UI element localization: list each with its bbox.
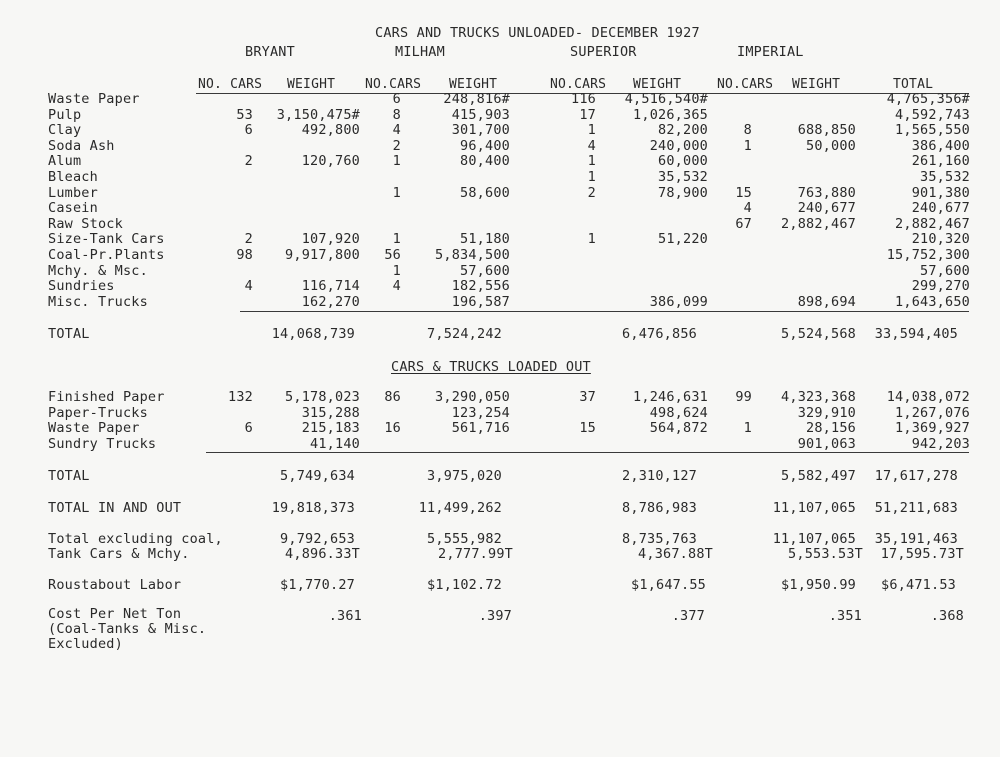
total-cell: 299,270 [911,278,970,295]
total-cell: 261,160 [911,153,970,170]
bryant-cars-cell: 2 [244,153,253,170]
milham-cars-cell: 86 [384,389,401,405]
unloaded-total-imperial: 5,524,568 [781,326,856,342]
milham-weight-cell: 301,700 [451,122,510,139]
superior-weight-cell: 51,220 [658,231,708,248]
loaded-total-imperial: 5,582,497 [781,468,856,484]
milham-weight-cell: 248,816# [443,91,510,107]
superior-cars-cell: 1 [587,122,596,139]
in-out-superior: 8,786,983 [622,500,697,516]
loaded-total-grand: 17,617,278 [874,468,958,484]
row-label: Finished Paper [48,389,165,405]
labor-label: Roustabout Labor [48,577,182,593]
row-label: Coal-Pr.Plants [48,247,165,263]
superior-weight-cell: 386,099 [649,293,708,310]
unloaded-total-bryant: 14,068,739 [271,326,355,342]
imperial-weight-cell: 2,882,467 [781,215,856,232]
col-header-total: TOTAL [893,77,934,92]
imperial-cars-cell: 99 [735,389,752,405]
total-cell: 1,267,076 [895,404,970,421]
loaded-section-title: CARS & TRUCKS LOADED OUT [391,359,591,375]
total-cell: 4,592,743 [895,106,970,123]
superior-weight-cell: 498,624 [649,404,708,421]
milham-cars-cell: 2 [392,137,401,154]
bryant-cars-cell: 2 [244,231,253,248]
superior-weight-cell: 35,532 [658,169,708,185]
excluding-milham: 5,555,982 [427,531,502,547]
in-out-grand: 51,211,683 [874,500,958,516]
cost-label-line1: Cost Per Net Ton [48,606,182,622]
superior-cars-cell: 37 [579,389,596,405]
bryant-weight-cell: 215,183 [301,420,360,437]
col-header-bryant-cars: NO. CARS [198,77,263,92]
excluding-bryant: 9,792,653 [280,531,355,547]
col-header-milham-weight: WEIGHT [449,77,498,92]
superior-weight-cell: 4,516,540# [624,91,708,107]
milham-weight-cell: 415,903 [451,106,510,123]
milham-weight-cell: 561,716 [451,420,510,437]
col-header-superior-weight: WEIGHT [633,77,682,92]
superior-cars-cell: 1 [587,169,596,185]
row-label: Paper-Trucks [48,404,148,421]
excluding-milham-tons: 2,777.99T [438,546,513,562]
bryant-cars-cell: 98 [236,247,253,263]
imperial-cars-cell: 67 [735,215,752,232]
bryant-cars-cell: 6 [244,420,253,437]
superior-cars-cell: 4 [587,137,596,154]
cost-milham: .397 [478,608,512,624]
in-out-imperial: 11,107,065 [772,500,856,516]
excluding-grand: 35,191,463 [874,531,958,547]
milham-weight-cell: 58,600 [460,184,510,201]
milham-cars-cell: 1 [392,184,401,201]
mill-name-milham: MILHAM [395,44,445,60]
bryant-weight-cell: 5,178,023 [285,389,360,405]
total-cell: 210,320 [911,231,970,248]
document-title: CARS AND TRUCKS UNLOADED- DECEMBER 1927 [375,25,700,41]
imperial-cars-cell: 8 [743,122,752,139]
bryant-weight-cell: 116,714 [301,278,360,295]
row-label: Waste Paper [48,420,140,437]
superior-weight-cell: 240,000 [649,137,708,154]
labor-imperial: $1,950.99 [781,577,856,593]
row-label: Misc. Trucks [48,293,148,310]
milham-weight-cell: 51,180 [460,231,510,248]
superior-weight-cell: 60,000 [658,153,708,170]
bryant-cars-cell: 6 [244,122,253,139]
superior-weight-cell: 1,026,365 [633,106,708,123]
excluding-imperial: 11,107,065 [772,531,856,547]
superior-cars-cell: 116 [571,91,596,107]
imperial-weight-cell: 28,156 [806,420,856,437]
milham-weight-cell: 80,400 [460,153,510,170]
mill-name-superior: SUPERIOR [570,44,637,60]
unloaded-total-grand: 33,594,405 [874,326,958,342]
milham-cars-cell: 16 [384,420,401,437]
milham-weight-cell: 196,587 [451,293,510,310]
milham-cars-cell: 6 [392,91,401,107]
milham-cars-cell: 1 [392,262,401,279]
cost-imperial: .351 [828,608,862,624]
labor-bryant: $1,770.27 [280,577,355,593]
milham-weight-cell: 57,600 [460,262,510,279]
total-cell: 4,765,356# [886,91,970,107]
total-cell: 35,532 [920,169,970,185]
row-label: Sundries [48,278,115,295]
mill-name-imperial: IMPERIAL [737,44,804,60]
imperial-weight-cell: 763,880 [797,184,856,201]
mill-name-bryant: BRYANT [245,44,295,60]
milham-cars-cell: 8 [392,106,401,123]
milham-weight-cell: 3,290,050 [435,389,510,405]
total-cell: 2,882,467 [895,215,970,232]
row-label: Casein [48,200,98,217]
col-header-bryant-weight: WEIGHT [287,77,336,92]
superior-weight-cell: 564,872 [649,420,708,437]
loaded-total-bryant: 5,749,634 [280,468,355,484]
superior-cars-cell: 1 [587,153,596,170]
imperial-weight-cell: 898,694 [797,293,856,310]
labor-milham: $1,102.72 [427,577,502,593]
in-out-milham: 11,499,262 [418,500,502,516]
labor-superior: $1,647.55 [631,577,706,593]
bryant-weight-cell: 492,800 [301,122,360,139]
imperial-weight-cell: 688,850 [797,122,856,139]
cost-label-line2: (Coal-Tanks & Misc. [48,621,207,637]
loaded-total-rule [206,452,969,453]
imperial-cars-cell: 1 [743,137,752,154]
bryant-weight-cell: 41,140 [310,435,360,452]
milham-weight-cell: 96,400 [460,137,510,154]
cost-label-line3: Excluded) [48,636,123,652]
row-label: Waste Paper [48,91,140,107]
imperial-weight-cell: 240,677 [797,200,856,217]
milham-cars-cell: 56 [384,247,401,263]
milham-cars-cell: 4 [392,122,401,139]
col-header-superior-cars: NO.CARS [550,77,607,92]
milham-cars-cell: 4 [392,278,401,295]
imperial-weight-cell: 4,323,368 [781,389,856,405]
row-label: Sundry Trucks [48,435,157,452]
superior-weight-cell: 1,246,631 [633,389,708,405]
col-header-milham-cars: NO.CARS [365,77,422,92]
unloaded-total-rule [240,311,969,312]
col-header-imperial-weight: WEIGHT [792,77,841,92]
labor-grand: $6,471.53 [881,577,956,593]
imperial-cars-cell: 1 [743,420,752,437]
milham-cars-cell: 1 [392,153,401,170]
row-label: Alum [48,153,82,170]
imperial-weight-cell: 329,910 [797,404,856,421]
row-label: Bleach [48,169,98,185]
cost-superior: .377 [671,608,705,624]
bryant-weight-cell: 162,270 [301,293,360,310]
row-label: Mchy. & Msc. [48,262,148,279]
total-cell: 1,369,927 [895,420,970,437]
imperial-cars-cell: 15 [735,184,752,201]
excluding-label-line2: Tank Cars & Mchy. [48,546,190,562]
superior-cars-cell: 2 [587,184,596,201]
total-cell: 14,038,072 [886,389,970,405]
bryant-weight-cell: 9,917,800 [285,247,360,263]
row-label: Lumber [48,184,98,201]
imperial-cars-cell: 4 [743,200,752,217]
bryant-cars-cell: 4 [244,278,253,295]
excluding-label-line1: Total excluding coal, [48,531,223,547]
total-cell: 386,400 [911,137,970,154]
bryant-weight-cell: 107,920 [301,231,360,248]
excluding-superior: 8,735,763 [622,531,697,547]
milham-weight-cell: 123,254 [451,404,510,421]
total-cell: 57,600 [920,262,970,279]
excluding-imperial-tons: 5,553.53T [788,546,863,562]
imperial-weight-cell: 901,063 [797,435,856,452]
bryant-cars-cell: 53 [236,106,253,123]
milham-weight-cell: 5,834,500 [435,247,510,263]
row-label: Clay [48,122,82,139]
bryant-weight-cell: 120,760 [301,153,360,170]
excluding-grand-tons: 17,595.73T [880,546,964,562]
row-label: Soda Ash [48,137,115,154]
bryant-weight-cell: 315,288 [301,404,360,421]
total-cell: 942,203 [911,435,970,452]
total-cell: 901,380 [911,184,970,201]
col-header-imperial-cars: NO.CARS [717,77,774,92]
row-label: Pulp [48,106,82,123]
total-cell: 1,565,550 [895,122,970,139]
excluding-bryant-tons: 4,896.33T [285,546,360,562]
milham-weight-cell: 182,556 [451,278,510,295]
superior-weight-cell: 78,900 [658,184,708,201]
excluding-superior-tons: 4,367.88T [638,546,713,562]
bryant-cars-cell: 132 [228,389,253,405]
superior-weight-cell: 82,200 [658,122,708,139]
row-label: Raw Stock [48,215,123,232]
total-cell: 15,752,300 [886,247,970,263]
superior-cars-cell: 15 [579,420,596,437]
total-cell: 1,643,650 [895,293,970,310]
row-label: Size-Tank Cars [48,231,165,248]
superior-cars-cell: 1 [587,231,596,248]
total-cell: 240,677 [911,200,970,217]
unloaded-total-milham: 7,524,242 [427,326,502,342]
loaded-total-superior: 2,310,127 [622,468,697,484]
in-out-label: TOTAL IN AND OUT [48,500,182,516]
in-out-bryant: 19,818,373 [271,500,355,516]
cost-bryant: .361 [328,608,362,624]
bryant-weight-cell: 3,150,475# [276,106,360,123]
cost-grand: .368 [930,608,964,624]
loaded-total-label: TOTAL [48,468,90,484]
unloaded-total-label: TOTAL [48,326,90,342]
loaded-total-milham: 3,975,020 [427,468,502,484]
superior-cars-cell: 17 [579,106,596,123]
unloaded-total-superior: 6,476,856 [622,326,697,342]
milham-cars-cell: 1 [392,231,401,248]
imperial-weight-cell: 50,000 [806,137,856,154]
